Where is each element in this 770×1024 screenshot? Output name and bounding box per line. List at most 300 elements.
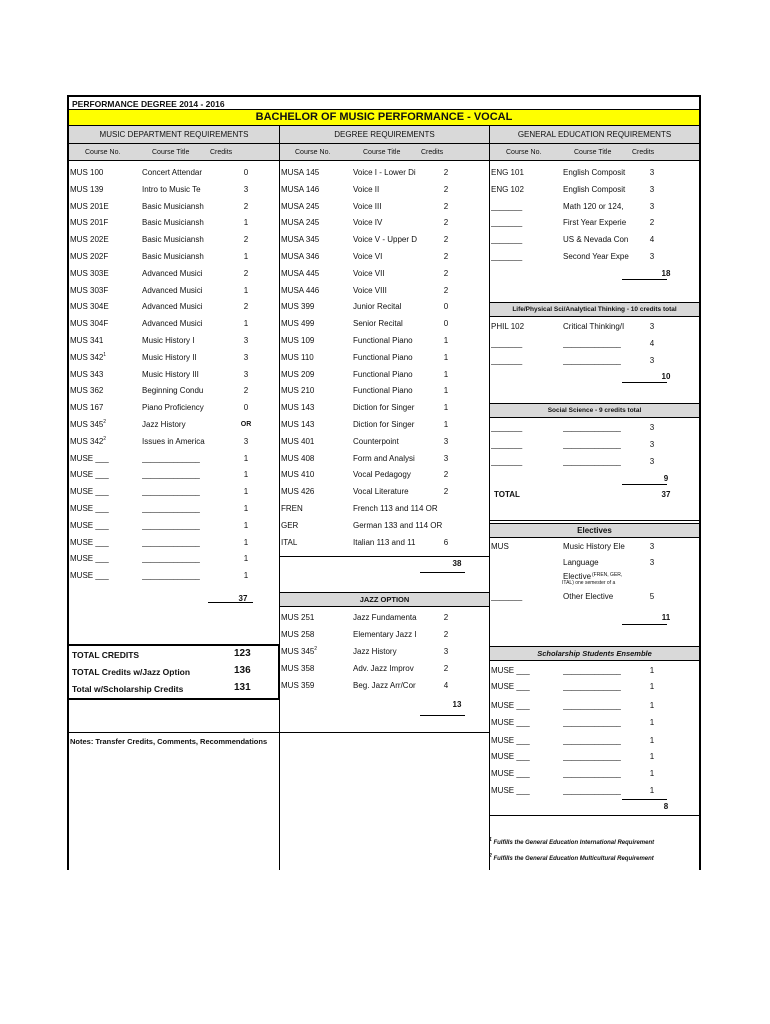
course-credits: 2: [649, 218, 655, 228]
table-row: [69, 299, 277, 315]
table-row: [280, 182, 488, 198]
course-title: _____________: [563, 338, 621, 348]
course-credits: 1: [649, 769, 655, 778]
course-no: MUS 258: [281, 630, 315, 639]
course-credits: 1: [243, 218, 249, 228]
table-row: [280, 644, 488, 660]
gen-ed-header: GENERAL EDUCATION REQUIREMENTS: [490, 126, 699, 144]
degree-rows-bottom-line: [280, 556, 489, 557]
table-row: [280, 299, 488, 315]
course-title: _____________: [563, 355, 621, 365]
table-row: [280, 451, 488, 467]
course-credits: 1: [443, 420, 449, 429]
jazz-total: 13: [452, 700, 462, 709]
course-no: MUSA 245: [281, 201, 320, 211]
scholarship-header: Scholarship Students Ensemble: [490, 646, 699, 661]
table-row: [69, 283, 277, 299]
course-credits: 1: [649, 752, 655, 761]
course-title: _____________: [563, 736, 621, 745]
table-row: [490, 698, 698, 714]
course-credits: 0: [443, 302, 449, 312]
course-title: Concert Attendar: [142, 168, 203, 177]
course-title: Vocal Literature: [353, 487, 409, 497]
page-title: BACHELOR OF MUSIC PERFORMANCE - VOCAL: [67, 110, 701, 126]
social-sci-header: Social Science - 9 credits total: [490, 403, 699, 418]
elective-note: (FREN, GER,: [592, 572, 623, 578]
course-credits: 3: [243, 336, 249, 345]
table-row: [69, 232, 277, 248]
table-row: [280, 283, 488, 299]
course-title: _____________: [563, 666, 621, 675]
course-no: MUS 341: [70, 336, 104, 345]
course-credits: 1: [243, 537, 249, 547]
course-title: German 133 and 114 OR: [353, 520, 443, 530]
electives-total-line: [622, 624, 667, 625]
course-no: MUSA 446: [281, 285, 320, 295]
table-row: [280, 484, 488, 500]
course-title: English Composit: [563, 184, 626, 194]
table-row: [280, 417, 488, 433]
course-title: Voice IV: [353, 218, 383, 228]
course-credits: 4: [649, 338, 655, 348]
table-row: [490, 249, 698, 265]
course-no: MUSE ___: [70, 520, 109, 530]
course-credits: 1: [443, 352, 449, 362]
course-title: Vocal Pedagogy: [353, 470, 411, 480]
course-title: Basic Musiciansh: [142, 252, 204, 261]
life-sci-header: Life/Physical Sci/Analytical Thinking - 10 credits total: [490, 302, 699, 317]
course-no: MUS 499: [281, 319, 315, 329]
course-title: Diction for Singer: [353, 420, 415, 429]
course-no: _______: [491, 252, 523, 261]
scholarship-total-line: [622, 799, 667, 800]
course-title: Jazz Fundamenta: [353, 613, 417, 622]
course-title: _____________: [563, 682, 621, 691]
course-credits: 3: [649, 542, 655, 551]
course-no: MUS 139: [70, 184, 104, 194]
table-row: [69, 551, 277, 567]
course-no: MUS 342: [70, 436, 104, 446]
table-row: [280, 627, 488, 643]
electives-top-line: [490, 520, 699, 521]
table-row: [280, 383, 488, 399]
course-no: MUS 345: [281, 647, 315, 656]
course-credits: 2: [443, 252, 449, 261]
course-credits: 3: [443, 453, 449, 463]
table-row: [280, 610, 488, 626]
col-course-no: Course No.: [85, 149, 121, 156]
course-no: MUS 143: [281, 420, 315, 429]
jazz-option-header: JAZZ OPTION: [280, 592, 489, 607]
course-no: MUSE ___: [491, 736, 530, 745]
col-credits: Credits: [421, 149, 444, 156]
course-title: Advanced Musici: [142, 319, 203, 329]
course-title: Functional Piano: [353, 369, 413, 379]
course-no: _______: [491, 423, 523, 432]
course-credits: 6: [443, 537, 449, 547]
table-row: [69, 501, 277, 517]
course-no: _______: [491, 338, 523, 348]
course-title: Voice VI: [353, 252, 383, 261]
course-title: _____________: [563, 439, 621, 449]
table-row: [280, 518, 488, 534]
table-row: [280, 266, 488, 282]
course-no: _______: [491, 218, 523, 228]
course-no: MUS 362: [70, 386, 104, 396]
course-credits: 2: [443, 268, 449, 278]
course-credits: 1: [649, 718, 655, 727]
course-no: MUSE ___: [70, 571, 109, 581]
course-no: MUS 202E: [70, 235, 109, 245]
course-no: MUS 303F: [70, 285, 109, 295]
course-no: MUSA 145: [281, 168, 320, 177]
degree-header: DEGREE REQUIREMENTS: [280, 126, 489, 144]
course-credits: 1: [243, 520, 249, 530]
course-no: MUSE ___: [491, 752, 530, 761]
course-credits: 3: [649, 252, 655, 261]
table-row: [69, 434, 277, 450]
course-no: MUSE ___: [491, 701, 530, 710]
course-no: MUSE ___: [491, 666, 530, 675]
course-credits: 2: [243, 201, 249, 211]
course-no: MUS 410: [281, 470, 315, 480]
course-title: Voice II: [353, 184, 380, 194]
course-credits: 2: [443, 630, 449, 639]
jazz-total-line: [420, 715, 465, 716]
table-row: [490, 454, 698, 470]
course-title: Basic Musiciansh: [142, 201, 204, 211]
table-row: [69, 367, 277, 383]
gen-ed-total: 37: [661, 490, 671, 499]
table-row: [280, 367, 488, 383]
table-row: [69, 568, 277, 584]
course-no: _______: [491, 355, 523, 365]
footnote-1-text: Fulfills the General Education International Requirement: [493, 840, 655, 846]
course-title: US & Nevada Con: [563, 235, 629, 245]
course-no: MUS 401: [281, 436, 315, 446]
total-scholarship-label: Total w/Scholarship Credits: [72, 684, 184, 694]
course-title: Basic Musiciansh: [142, 218, 204, 228]
course-title: French 113 and 114 OR: [353, 504, 438, 513]
course-credits: 5: [649, 592, 655, 601]
table-row: [490, 679, 698, 695]
course-no: MUS: [491, 542, 509, 551]
course-title: Music History Ele: [563, 542, 625, 551]
course-no: MUSE ___: [70, 453, 109, 463]
course-title: Diction for Singer: [353, 403, 415, 413]
total-jazz-label: TOTAL Credits w/Jazz Option: [72, 667, 191, 677]
course-title: Adv. Jazz Improv: [353, 664, 414, 673]
col-course-title: Course Title: [363, 149, 401, 156]
col-credits: Credits: [210, 149, 233, 156]
course-credits: 3: [243, 369, 249, 379]
course-no: ITAL: [281, 537, 298, 547]
course-no: MUSE ___: [491, 718, 530, 727]
course-no: FREN: [281, 504, 303, 513]
course-title: _____________: [563, 786, 621, 795]
course-credits: 0: [243, 168, 249, 177]
table-row: [490, 319, 698, 335]
electives-total: 11: [661, 613, 671, 622]
music-dept-column-headers: [69, 144, 279, 161]
course-title: Language: [563, 558, 599, 567]
course-no: MUS 109: [281, 336, 315, 345]
life-sci-total: 10: [661, 372, 671, 381]
course-credits: 3: [243, 184, 249, 194]
course-title: Advanced Musici: [142, 302, 203, 312]
course-no: MUS 210: [281, 386, 315, 396]
course-title: _____________: [563, 423, 621, 432]
course-credits: 3: [649, 439, 655, 449]
course-title: _____________: [142, 554, 200, 564]
table-row: [490, 182, 698, 198]
course-title: Beg. Jazz Arr/Cor: [353, 681, 416, 690]
table-row: [69, 266, 277, 282]
course-title: _____________: [142, 453, 200, 463]
course-title: Beginning Condu: [142, 386, 204, 396]
course-no: _______: [491, 439, 523, 449]
course-no: MUS 202F: [70, 252, 109, 261]
course-title: Advanced Musici: [142, 268, 203, 278]
course-no: MUS 201F: [70, 218, 109, 228]
course-credits: 2: [243, 235, 249, 245]
table-row: [69, 484, 277, 500]
table-row: [280, 535, 488, 551]
course-title: Voice III: [353, 201, 382, 211]
course-title: _____________: [563, 752, 621, 761]
course-no: MUSA 445: [281, 268, 320, 278]
table-row: [280, 165, 488, 181]
course-title: Other Elective: [563, 592, 614, 601]
course-credits: 3: [649, 168, 655, 177]
table-row: [280, 434, 488, 450]
footnote-marker: 2: [103, 435, 106, 442]
table-row: [69, 316, 277, 332]
course-title: Second Year Expe: [563, 252, 629, 261]
course-title: _____________: [563, 701, 621, 710]
course-credits: 3: [649, 355, 655, 365]
table-row: [280, 249, 488, 265]
course-title: English Composit: [563, 168, 626, 177]
table-row: [490, 539, 698, 555]
notes-top-line: [67, 732, 489, 733]
course-no: MUS 100: [70, 168, 104, 177]
table-row: [69, 467, 277, 483]
footnote-1: [489, 837, 654, 846]
table-row: [280, 467, 488, 483]
course-title: Counterpoint: [353, 436, 399, 446]
table-row: [69, 400, 277, 416]
course-no: MUSE ___: [70, 504, 109, 513]
course-credits: 1: [243, 504, 249, 513]
course-no: MUSA 345: [281, 235, 320, 245]
course-no: MUS 399: [281, 302, 315, 312]
course-no: MUS 426: [281, 487, 315, 497]
course-credits: 3: [649, 558, 655, 567]
course-no: MUS 304F: [70, 319, 109, 329]
table-row: [490, 749, 698, 765]
col-credits: Credits: [632, 149, 655, 156]
course-title: Basic Musiciansh: [142, 235, 204, 245]
credit-totals-box: [67, 644, 280, 700]
course-credits: 1: [243, 554, 249, 564]
course-credits: 1: [649, 666, 655, 675]
course-title: Jazz History: [142, 420, 186, 429]
course-no: MUSA 346: [281, 252, 320, 261]
course-no: _______: [491, 456, 523, 466]
course-no: MUSE ___: [70, 537, 109, 547]
table-row: [490, 165, 698, 181]
table-row: [69, 383, 277, 399]
degree-column-headers: [280, 144, 489, 161]
course-title: Intro to Music Te: [142, 184, 201, 194]
table-row: [280, 215, 488, 231]
total-scholarship-value: 131: [234, 682, 251, 693]
course-credits: 3: [649, 201, 655, 211]
notes-label: Notes: Transfer Credits, Comments, Recommendations: [70, 737, 268, 746]
footnote-marker: 2: [103, 419, 106, 425]
table-row: [69, 535, 277, 551]
footnote-2: [489, 853, 654, 862]
table-row: [490, 766, 698, 782]
course-credits: 1: [443, 369, 449, 379]
course-credits: 2: [443, 487, 449, 497]
course-title: Critical Thinking/I: [563, 322, 625, 331]
course-credits: 2: [443, 613, 449, 622]
course-title: Music History I: [142, 336, 195, 345]
course-credits: 1: [243, 285, 249, 295]
course-title: _____________: [563, 456, 621, 466]
course-credits: 1: [243, 571, 249, 581]
right-border: [699, 110, 701, 870]
table-row: [490, 353, 698, 369]
table-row: [490, 663, 698, 679]
gen-ed-total-label: TOTAL: [494, 490, 520, 499]
footnote-marker: 2: [314, 646, 317, 652]
course-credits: 3: [649, 456, 655, 466]
course-credits: 1: [649, 701, 655, 710]
col-course-title: Course Title: [152, 149, 190, 156]
table-row: [69, 350, 277, 366]
social-sci-total: 9: [663, 474, 669, 483]
course-credits: 2: [443, 470, 449, 480]
footnote-marker: 1: [103, 351, 106, 358]
course-no: MUS 358: [281, 664, 315, 673]
course-credits: 4: [649, 235, 655, 245]
course-title: Elective: [563, 572, 592, 581]
table-row: [490, 783, 698, 799]
course-credits: 1: [649, 786, 655, 795]
table-row: [490, 733, 698, 749]
course-credits: 4: [443, 681, 449, 690]
course-credits: 2: [443, 664, 449, 673]
gen-ed-subtotal-line: [622, 279, 667, 280]
col-course-no: Course No.: [295, 149, 331, 156]
course-credits: 0: [243, 403, 249, 413]
course-credits: 3: [243, 436, 249, 446]
table-row: [280, 232, 488, 248]
course-no: MUS 345: [70, 420, 104, 429]
course-credits: 3: [443, 436, 449, 446]
table-row: [69, 518, 277, 534]
course-no: PHIL 102: [491, 322, 525, 331]
table-row: [490, 715, 698, 731]
scholarship-total: 8: [663, 802, 669, 811]
degree-worksheet: [67, 95, 701, 870]
course-no: MUSE ___: [70, 470, 109, 480]
course-title: Functional Piano: [353, 386, 413, 396]
total-jazz-value: 136: [234, 665, 251, 676]
course-title: Voice VII: [353, 268, 385, 278]
table-row: [490, 420, 698, 436]
course-credits: 1: [243, 319, 249, 329]
table-row: [490, 199, 698, 215]
course-title: Issues in America: [142, 436, 205, 446]
course-credits: 3: [243, 352, 249, 362]
course-title: Music History III: [142, 369, 199, 379]
course-credits: 1: [443, 403, 449, 413]
course-title: Junior Recital: [353, 302, 402, 312]
course-no: MUS 110: [281, 352, 314, 362]
footnote-2-text: Fulfills the General Education Multicultural Requirement: [493, 856, 654, 862]
course-no: MUSA 146: [281, 184, 320, 194]
course-no: MUS 304E: [70, 302, 109, 312]
course-title: _____________: [142, 571, 200, 581]
course-credits: 2: [443, 201, 449, 211]
degree-line: PERFORMANCE DEGREE 2014 - 2016: [67, 95, 701, 110]
course-credits: 1: [649, 736, 655, 745]
course-no: MUS 143: [281, 403, 315, 413]
total-credits-label: TOTAL CREDITS: [72, 650, 140, 660]
course-credits: 1: [443, 386, 449, 396]
course-title: Math 120 or 124,: [563, 201, 624, 211]
course-no: MUSA 245: [281, 218, 320, 228]
course-no: MUSE ___: [491, 769, 530, 778]
table-row: [280, 678, 488, 694]
table-row: [280, 400, 488, 416]
course-credits: 2: [443, 184, 449, 194]
life-sci-total-line: [622, 382, 667, 383]
course-title: Italian 113 and 11: [353, 537, 416, 547]
course-no: MUS 342: [70, 352, 104, 362]
course-no: ENG 101: [491, 168, 524, 177]
table-row: [280, 199, 488, 215]
course-no: MUS 209: [281, 369, 315, 379]
course-no: _______: [491, 592, 523, 601]
table-row: [69, 165, 277, 181]
course-credits: 2: [443, 168, 449, 177]
table-row: [69, 249, 277, 265]
course-credits: 2: [243, 386, 249, 396]
course-credits: 2: [243, 302, 249, 312]
table-row: [69, 451, 277, 467]
course-title: _____________: [142, 487, 200, 497]
table-row: [490, 437, 698, 453]
footnotes-top-line: [490, 815, 699, 816]
course-title: Piano Proficiency: [142, 403, 204, 413]
col-course-title: Course Title: [574, 149, 612, 156]
elective-note-2: ITAL) one semester of a: [562, 580, 616, 586]
total-credits-value: 123: [234, 648, 251, 659]
course-title: Music History II: [142, 352, 197, 362]
table-row: [280, 333, 488, 349]
course-no: MUS 201E: [70, 201, 109, 211]
course-credits: 2: [443, 218, 449, 228]
course-no: MUS 408: [281, 453, 315, 463]
table-row: [490, 215, 698, 231]
table-row: [69, 199, 277, 215]
course-title: _____________: [563, 718, 621, 727]
